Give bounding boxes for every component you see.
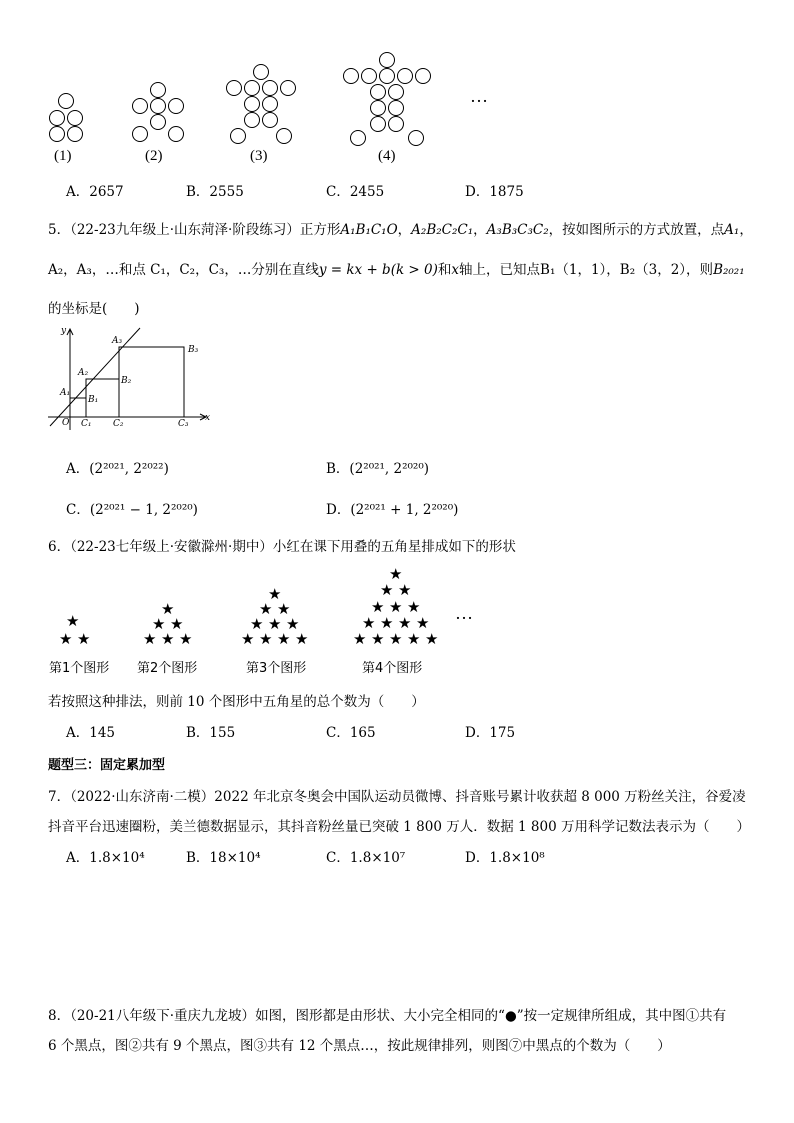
star: ★ [286,615,300,633]
graph-label-b2: B₂ [121,376,132,386]
q6-option-a[interactable]: A．145 [66,725,116,741]
star: ★ [66,612,80,630]
q6-source: （22-23七年级上·安徽滁州·期中） [70,539,273,555]
q7-option-d[interactable]: D．1.8×10⁸ [465,850,545,866]
star: ★ [398,581,412,599]
graph-label-b1: B₁ [88,395,99,405]
star-caption-2: 第2个图形 [137,661,198,676]
star: ★ [250,615,264,633]
circle-figure-ellipsis: … [470,86,489,106]
star: ★ [371,598,385,616]
graph-label-c2: C₂ [113,419,124,429]
circle-figure-label-2: (2) [145,148,163,164]
q4-option-a[interactable]: A．2657 [66,184,124,200]
q5-line-3: 的坐标是( ) [48,301,140,317]
q7-option-c[interactable]: C．1.8×10⁷ [326,850,406,866]
star: ★ [161,600,175,618]
q5-option-c[interactable]: C．(2²⁰²¹ − 1, 2²⁰²⁰) [66,502,198,518]
q7-source: （2022·山东济南·二模） [70,789,215,805]
q4-option-c[interactable]: C．2455 [326,184,385,200]
star: ★ [241,630,255,648]
q5-line-1: 5．（22-23九年级上·山东菏泽·阶段练习）正方形A₁B₁C₁O，A₂B₂C₂C₁，A₃B₃C₃C₂，按如图所示的方式放置，点A₁， [48,222,753,238]
star: ★ [353,630,367,648]
q5-line-2: A₂，A₃，…和点 C₁，C₂，C₃，…分别在直线y = kx + b(k > 0)和x轴上，已知点B₁（1，1），B₂（3，2），则B₂₀₂₁ [48,262,745,278]
circle-figure-label-3: (3) [250,148,268,164]
star-figure-ellipsis: … [455,603,474,623]
q7-line-2: 抖音平台迅速圈粉，美兰德数据显示，其抖音粉丝量已突破 1 800 万人．数据 1 800 万用科学记数法表示为（ ） [48,819,750,835]
star: ★ [389,598,403,616]
q5-number: 5． [48,222,71,238]
q5-option-b[interactable]: B．(2²⁰²¹, 2²⁰²⁰) [326,461,430,477]
q8-source: （20-21八年级下·重庆九龙坡） [70,1008,256,1024]
q8-number: 8． [48,1008,71,1024]
q4-option-b[interactable]: B．2555 [186,184,244,200]
star: ★ [416,614,430,632]
q6-option-c[interactable]: C．165 [326,725,376,741]
star: ★ [179,630,193,648]
star: ★ [268,585,282,603]
graph-label-a3: A₃ [112,336,123,346]
q6-question: 若按照这种排法，则前 10 个图形中五角星的总个数为（ ） [48,694,425,710]
graph-label-b3: B₃ [188,345,199,355]
star: ★ [259,600,273,618]
star: ★ [407,630,421,648]
q5-square-1: A₁B₁C₁O [340,222,398,238]
q5-option-d[interactable]: D．(2²⁰²¹ + 1, 2²⁰²⁰) [326,502,459,518]
q5-option-a[interactable]: A．(2²⁰²¹, 2²⁰²²) [66,461,169,477]
graph-label-a1: A₁ [60,388,71,398]
q4-option-d[interactable]: D．1875 [465,184,524,200]
q8-line-1: 8．（20-21八年级下·重庆九龙坡）如图，图形都是由形状、大小完全相同的“●”按一定规律所组成，其中图①共有 [48,1008,727,1024]
star: ★ [362,614,376,632]
star: ★ [268,615,282,633]
q5-square-2: A₂B₂C₂C₁ [411,222,474,238]
star: ★ [170,615,184,633]
q6-option-d[interactable]: D．175 [465,725,516,741]
q5-source: （22-23九年级上·山东菏泽·阶段练习） [70,222,300,238]
star: ★ [277,630,291,648]
graph-label-y: y [61,326,67,336]
star: ★ [143,630,157,648]
graph-label-c1: C₁ [81,419,92,429]
graph-label-c3: C₃ [178,419,189,429]
star: ★ [77,630,91,648]
star: ★ [295,630,309,648]
q5-square-3: A₃B₃C₃C₂ [486,222,549,238]
star: ★ [389,630,403,648]
star: ★ [398,614,412,632]
q5-coordinate-graph [0,0,794,440]
q5-line-equation: y = kx + b(k > 0) [318,262,438,278]
star: ★ [161,630,175,648]
star: ★ [425,630,439,648]
star: ★ [380,581,394,599]
star: ★ [407,598,421,616]
q7-option-a[interactable]: A．1.8×10⁴ [66,850,145,866]
q6-stem: 6．（22-23七年级上·安徽滁州·期中）小红在课下用叠的五角星排成如下的形状 [48,539,516,555]
circle-figure-label-1: (1) [54,148,72,164]
star: ★ [152,615,166,633]
q8-line-2: 6 个黑点，图②共有 9 个黑点，图③共有 12 个黑点…，按此规律排列，则图⑦中黑点的个数为（ ） [48,1038,671,1054]
graph-label-a2: A₂ [78,368,89,378]
star: ★ [389,565,403,583]
star: ★ [371,630,385,648]
graph-label-x: x [205,413,211,423]
circle-figure-label-4: (4) [378,148,396,164]
q7-number: 7． [48,789,71,805]
star: ★ [277,600,291,618]
star-caption-3: 第3个图形 [246,661,307,676]
q6-option-b[interactable]: B．155 [186,725,236,741]
q6-number: 6． [48,539,71,555]
star-caption-1: 第1个图形 [49,661,110,676]
q7-option-b[interactable]: B．18×10⁴ [186,850,261,866]
star: ★ [59,630,73,648]
star: ★ [380,614,394,632]
star-caption-4: 第4个图形 [362,661,423,676]
star: ★ [259,630,273,648]
graph-label-o: O [62,418,70,428]
section-title: 题型三：固定累加型 [48,758,166,773]
q7-line-1: 7．（2022·山东济南·二模）2022 年北京冬奥会中国队运动员微博、抖音账号累计收获超 8 000 万粉丝关注，谷爱凌 [48,789,746,805]
